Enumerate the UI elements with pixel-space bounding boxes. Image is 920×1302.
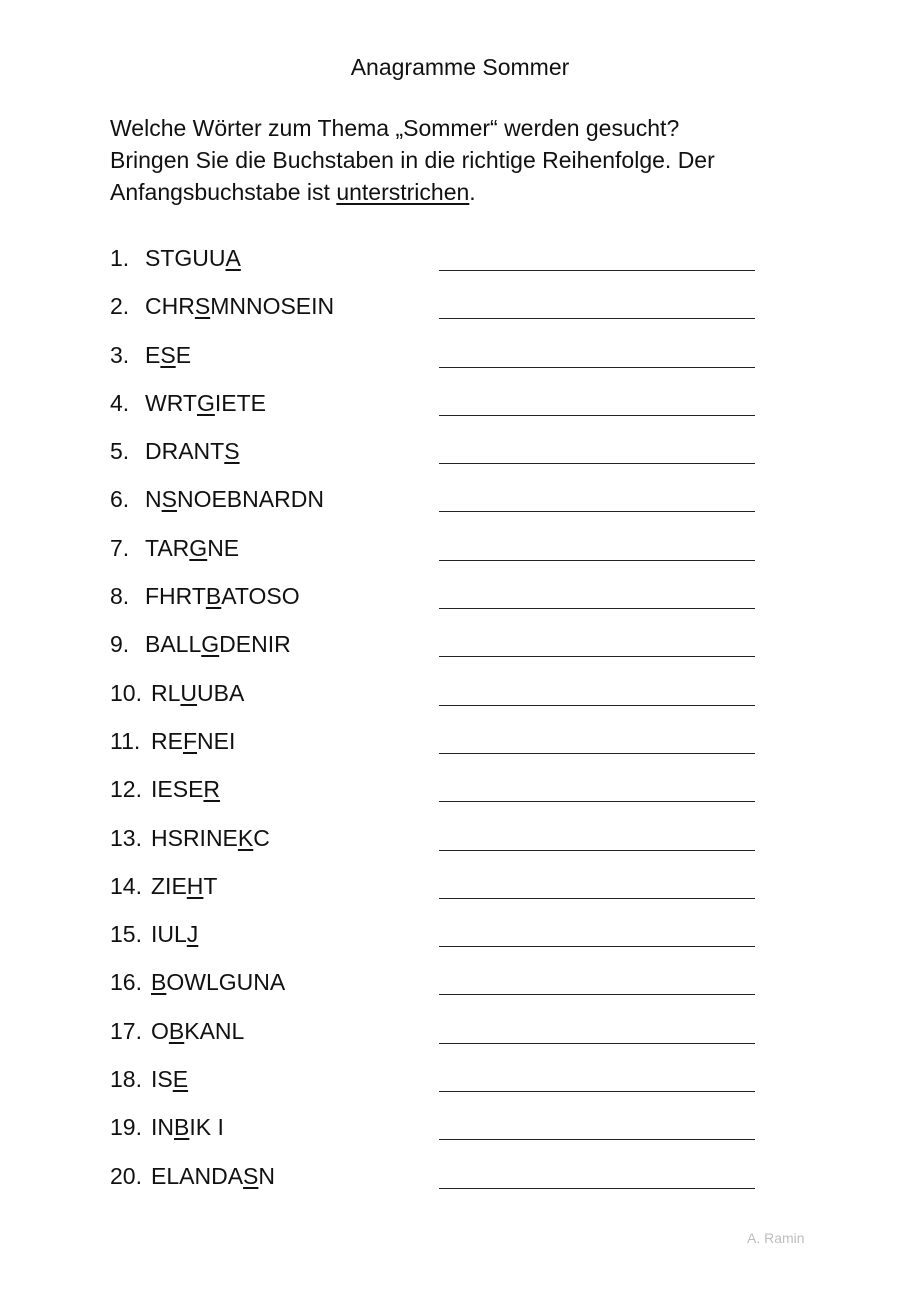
answer-line[interactable] — [439, 367, 755, 368]
item-number: 17. — [110, 1017, 142, 1044]
instructions-line-3-text: Anfangsbuchstabe ist — [110, 179, 337, 205]
first-letter-underlined: G — [196, 389, 215, 416]
anagram-item — [110, 385, 810, 433]
word-part: ATOSO — [221, 583, 300, 610]
word-part: N — [145, 486, 162, 513]
scrambled-word — [145, 385, 266, 421]
word-part: E — [145, 341, 161, 368]
word-part: UBA — [197, 679, 245, 706]
first-letter-underlined: S — [243, 1162, 259, 1189]
instructions-line-1: Welche Wörter zum Thema „Sommer“ werden gesucht? — [110, 115, 680, 141]
word-part: ZIE — [151, 872, 187, 899]
word-part: NOEBNARDN — [176, 486, 324, 513]
word-part: FHRT — [145, 583, 206, 610]
word-part: IN — [151, 1114, 174, 1141]
author-credit: A. Ramin — [747, 1230, 805, 1246]
word-part: NEI — [197, 727, 236, 754]
item-number: 13. — [110, 824, 142, 851]
instructions — [110, 112, 800, 208]
word-part: IETE — [214, 389, 266, 416]
first-letter-underlined: R — [203, 776, 221, 803]
scrambled-word — [145, 578, 300, 614]
anagram-item — [110, 868, 810, 916]
first-letter-underlined: G — [201, 631, 220, 658]
first-letter-underlined: F — [182, 727, 198, 754]
anagram-item — [110, 578, 810, 626]
item-number: 15. — [110, 921, 142, 948]
word-part: DRANT — [145, 438, 225, 465]
item-number: 18. — [110, 1066, 142, 1093]
scrambled-word — [145, 433, 240, 469]
instructions-line-2: Bringen Sie die Buchstaben in die richtige Reihenfolge. Der — [110, 147, 715, 173]
first-letter-underlined: J — [186, 921, 199, 948]
anagram-item — [110, 723, 810, 771]
word-part: N — [258, 1162, 276, 1189]
anagram-item — [110, 626, 810, 674]
anagram-item — [110, 1158, 810, 1206]
answer-line[interactable] — [439, 463, 755, 464]
anagram-list — [110, 240, 810, 1206]
scrambled-word — [145, 240, 241, 276]
anagram-item — [110, 530, 810, 578]
answer-line[interactable] — [439, 1043, 755, 1044]
answer-line[interactable] — [439, 994, 755, 995]
anagram-item — [110, 964, 810, 1012]
word-part: IESE — [151, 776, 204, 803]
item-number: 19. — [110, 1114, 142, 1141]
first-letter-underlined: B — [168, 1017, 185, 1044]
item-number: 20. — [110, 1162, 142, 1189]
word-part: OWLGUNA — [166, 969, 286, 996]
scrambled-word — [151, 723, 235, 759]
answer-line[interactable] — [439, 318, 755, 319]
anagram-item — [110, 288, 810, 336]
word-part: DENIR — [219, 631, 291, 658]
first-letter-underlined: B — [174, 1114, 190, 1141]
word-part: WRT — [145, 389, 197, 416]
first-letter-underlined: B — [205, 583, 222, 610]
scrambled-word — [145, 288, 334, 324]
item-number: 4. — [110, 389, 130, 416]
answer-line[interactable] — [439, 753, 755, 754]
item-number: 7. — [110, 534, 130, 561]
scrambled-word — [145, 337, 191, 373]
word-part: IUL — [151, 921, 187, 948]
word-part: STGUU — [145, 245, 226, 271]
first-letter-underlined: G — [189, 534, 208, 561]
answer-line[interactable] — [439, 898, 755, 899]
word-part: C — [253, 824, 270, 851]
answer-line[interactable] — [439, 850, 755, 851]
scrambled-word — [151, 1013, 244, 1049]
word-part: RE — [151, 727, 183, 754]
word-part: KANL — [184, 1017, 245, 1044]
answer-line[interactable] — [439, 1188, 755, 1189]
scrambled-word — [145, 626, 291, 662]
anagram-item — [110, 1109, 810, 1157]
anagram-item — [110, 337, 810, 385]
answer-line[interactable] — [439, 415, 755, 416]
first-letter-underlined: K — [237, 824, 254, 851]
anagram-item — [110, 1013, 810, 1061]
scrambled-word — [151, 771, 220, 807]
scrambled-word — [151, 964, 285, 1000]
first-letter-underlined: B — [151, 969, 167, 996]
anagram-item — [110, 481, 810, 529]
scrambled-word — [151, 916, 198, 952]
item-number: 12. — [110, 776, 142, 803]
answer-line[interactable] — [439, 560, 755, 561]
word-part: IK I — [189, 1114, 224, 1141]
word-part: RL — [151, 679, 181, 706]
first-letter-underlined: E — [172, 1066, 189, 1093]
item-number: 8. — [110, 583, 130, 610]
anagram-item — [110, 240, 810, 288]
scrambled-word — [151, 868, 217, 904]
word-part: BALL — [145, 631, 202, 658]
answer-line[interactable] — [439, 511, 755, 512]
word-part: T — [203, 872, 218, 899]
answer-line[interactable] — [439, 1091, 755, 1092]
anagram-item — [110, 916, 810, 964]
first-letter-underlined: H — [186, 872, 204, 899]
item-number: 6. — [110, 486, 130, 513]
word-part: E — [175, 341, 192, 368]
anagram-item — [110, 771, 810, 819]
scrambled-word — [151, 675, 244, 711]
first-letter-underlined: S — [160, 341, 176, 368]
first-letter-underlined: U — [180, 679, 198, 706]
item-number: 10. — [110, 679, 142, 706]
underlined-word: unterstrichen — [336, 179, 470, 205]
first-letter-underlined: S — [194, 293, 211, 320]
first-letter-underlined: S — [224, 438, 240, 465]
word-part: O — [151, 1017, 169, 1044]
scrambled-word — [151, 1109, 224, 1145]
answer-line[interactable] — [439, 705, 755, 706]
anagram-item — [110, 1061, 810, 1109]
anagram-item — [110, 675, 810, 723]
word-part: TAR — [145, 534, 190, 561]
answer-line[interactable] — [439, 1139, 755, 1140]
anagram-item — [110, 820, 810, 868]
item-number: 14. — [110, 872, 142, 899]
first-letter-underlined: S — [161, 486, 177, 513]
scrambled-word — [145, 481, 324, 517]
scrambled-word — [151, 1061, 188, 1097]
worksheet-title: Anagramme Sommer — [350, 54, 570, 80]
word-part: IS — [151, 1066, 173, 1093]
item-number: 16. — [110, 969, 142, 996]
word-part: NE — [207, 534, 240, 561]
item-number: 2. — [110, 293, 130, 320]
item-number: 5. — [110, 438, 130, 465]
item-number: 9. — [110, 631, 130, 658]
first-letter-underlined: A — [225, 245, 241, 271]
scrambled-word — [145, 530, 239, 566]
item-number: 1. — [110, 245, 130, 271]
answer-line[interactable] — [439, 608, 755, 609]
word-part: HSRINE — [151, 824, 238, 851]
scrambled-word — [151, 820, 270, 856]
answer-line[interactable] — [439, 270, 755, 271]
scrambled-word — [151, 1158, 275, 1194]
item-number: 11. — [110, 727, 141, 754]
answer-line[interactable] — [439, 946, 755, 947]
answer-line[interactable] — [439, 801, 755, 802]
answer-line[interactable] — [439, 656, 755, 657]
word-part: MNNOSEIN — [210, 293, 335, 320]
word-part: ELANDA — [151, 1162, 244, 1189]
anagram-item — [110, 433, 810, 481]
instructions-period: . — [469, 179, 476, 205]
item-number: 3. — [110, 341, 130, 368]
instructions-line-3 — [110, 176, 800, 208]
word-part: CHR — [145, 293, 195, 320]
